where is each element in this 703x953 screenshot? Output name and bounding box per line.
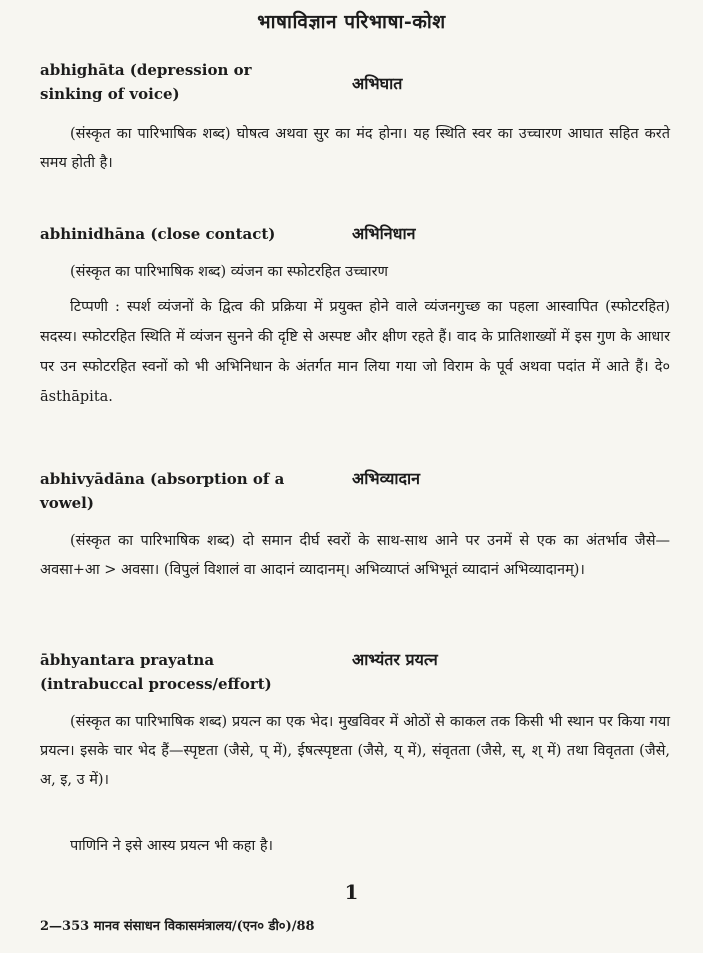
entry-definition: (संस्कृत का पारिभाषिक शब्द) प्रयत्न का एक भेद। मुखविवर में ओठों से काकल तक किसी भी स्थान पर किया गया प्रयत्न। इसके चार भेद हैं—स्पृष्टता (जैसे, प् में), ईषत्स्पृष्टता (जैसे, य् में), संवृतता (जैसे, स्, श् में) तथा विवृतता (जैसे, अ, इ, उ में)।: [40, 714, 670, 788]
entry-note: पाणिनि ने इसे आस्य प्रयत्न भी कहा है।: [70, 838, 274, 854]
entry-definition: (संस्कृत का पारिभाषिक शब्द) घोषत्व अथवा सुर का मंद होना। यह स्थिति स्वर का उच्चारण आघात सहित करते समय होती है।: [40, 126, 670, 171]
entry-definition: (संस्कृत का पारिभाषिक शब्द) व्यंजन का स्फोटरहित उच्चारण: [70, 264, 388, 280]
printer-imprint: 2—353 मानव संसाधन विकासमंत्रालय/(एन० डी०)/88: [40, 919, 315, 934]
entry-term-hindi: आभ्यंतर प्रयत्न: [352, 650, 438, 669]
entry-definition: (संस्कृत का पारिभाषिक शब्द) दो समान दीर्घ स्वरों के साथ-साथ आने पर उनमें से एक का अंतर्भाव जैसे—अवसा+आ > अवसा। (विपुलं विशालं वा आदानं व्यादानम्। अभिव्याप्तं अभिभूतं व्यादानं अभिव्यादानम्)।: [40, 533, 670, 578]
entry-note: टिप्पणी : स्पर्श व्यंजनों के द्वित्व की प्रक्रिया में प्रयुक्त होने वाले व्यंजनगुच्छ का पहला आस्वापित (स्फोटरहित) सदस्य। स्फोटरहित स्थिति में व्यंजन सुनने की दृष्टि से अस्पष्ट और क्षीण रहते हैं। वाद के प्रातिशाख्यों में इस गुण के आधार पर उन स्फोटरहित स्वनों को भी अभिनिधान के अंतर्गत मान लिया गया जो विराम के पूर्व अथवा पदांत में आते हैं। दे० āsthāpita.: [40, 299, 670, 405]
entry-term-english: abhighāta (depression or sinking of voice): [40, 61, 252, 103]
entry-term-english: abhivyādāna (absorption of a vowel): [40, 470, 285, 512]
entry-term-hindi: अभिनिधान: [352, 224, 416, 243]
running-head: भाषाविज्ञान परिभाषा-कोश: [257, 11, 446, 33]
entry-term-english: abhinidhāna (close contact): [40, 225, 276, 243]
page-number: 1: [344, 880, 359, 904]
entry-term-english: ābhyantara prayatna (intrabuccal process/effort): [40, 651, 272, 693]
entry-term-hindi: अभिघात: [352, 74, 403, 93]
entry-term-hindi: अभिव्यादान: [352, 469, 421, 488]
